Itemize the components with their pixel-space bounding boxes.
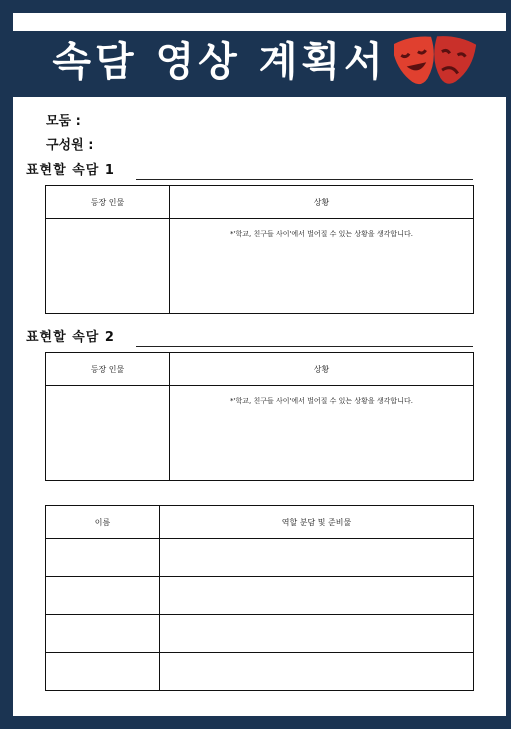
section-title-2: 표현할 속담 2	[26, 330, 115, 345]
section-underline-1	[136, 179, 473, 180]
name-cell[interactable]	[46, 653, 160, 691]
roles-cell[interactable]	[160, 577, 474, 615]
column-header-situation: 상황	[170, 353, 474, 386]
column-header-roles: 역할 분담 및 준비물	[160, 506, 474, 539]
name-cell[interactable]	[46, 539, 160, 577]
column-header-situation: 상황	[170, 186, 474, 219]
roles-cell[interactable]	[160, 539, 474, 577]
name-cell[interactable]	[46, 615, 160, 653]
characters-cell[interactable]	[46, 386, 170, 481]
section-underline-2	[136, 346, 473, 347]
column-header-name: 이름	[46, 506, 160, 539]
proverb-table-2	[45, 352, 474, 481]
column-header-characters: 등장 인물	[46, 186, 170, 219]
group-label: 모둠 :	[46, 114, 81, 129]
situation-cell[interactable]: *'학교, 친구들 사이'에서 벌어질 수 있는 상황을 생각합니다.	[170, 386, 474, 481]
roles-table	[45, 505, 474, 691]
roles-cell[interactable]	[160, 653, 474, 691]
column-header-characters: 등장 인물	[46, 353, 170, 386]
page-title: 속담 영상 계획서	[52, 39, 387, 85]
proverb-table-1	[45, 185, 474, 314]
theater-masks-icon	[394, 34, 476, 90]
name-cell[interactable]	[46, 577, 160, 615]
top-strip	[13, 13, 506, 31]
situation-cell[interactable]: *'학교, 친구들 사이'에서 벌어질 수 있는 상황을 생각합니다.	[170, 219, 474, 314]
section-title-1: 표현할 속담 1	[26, 163, 115, 178]
characters-cell[interactable]	[46, 219, 170, 314]
roles-cell[interactable]	[160, 615, 474, 653]
members-label: 구성원 :	[46, 138, 94, 153]
